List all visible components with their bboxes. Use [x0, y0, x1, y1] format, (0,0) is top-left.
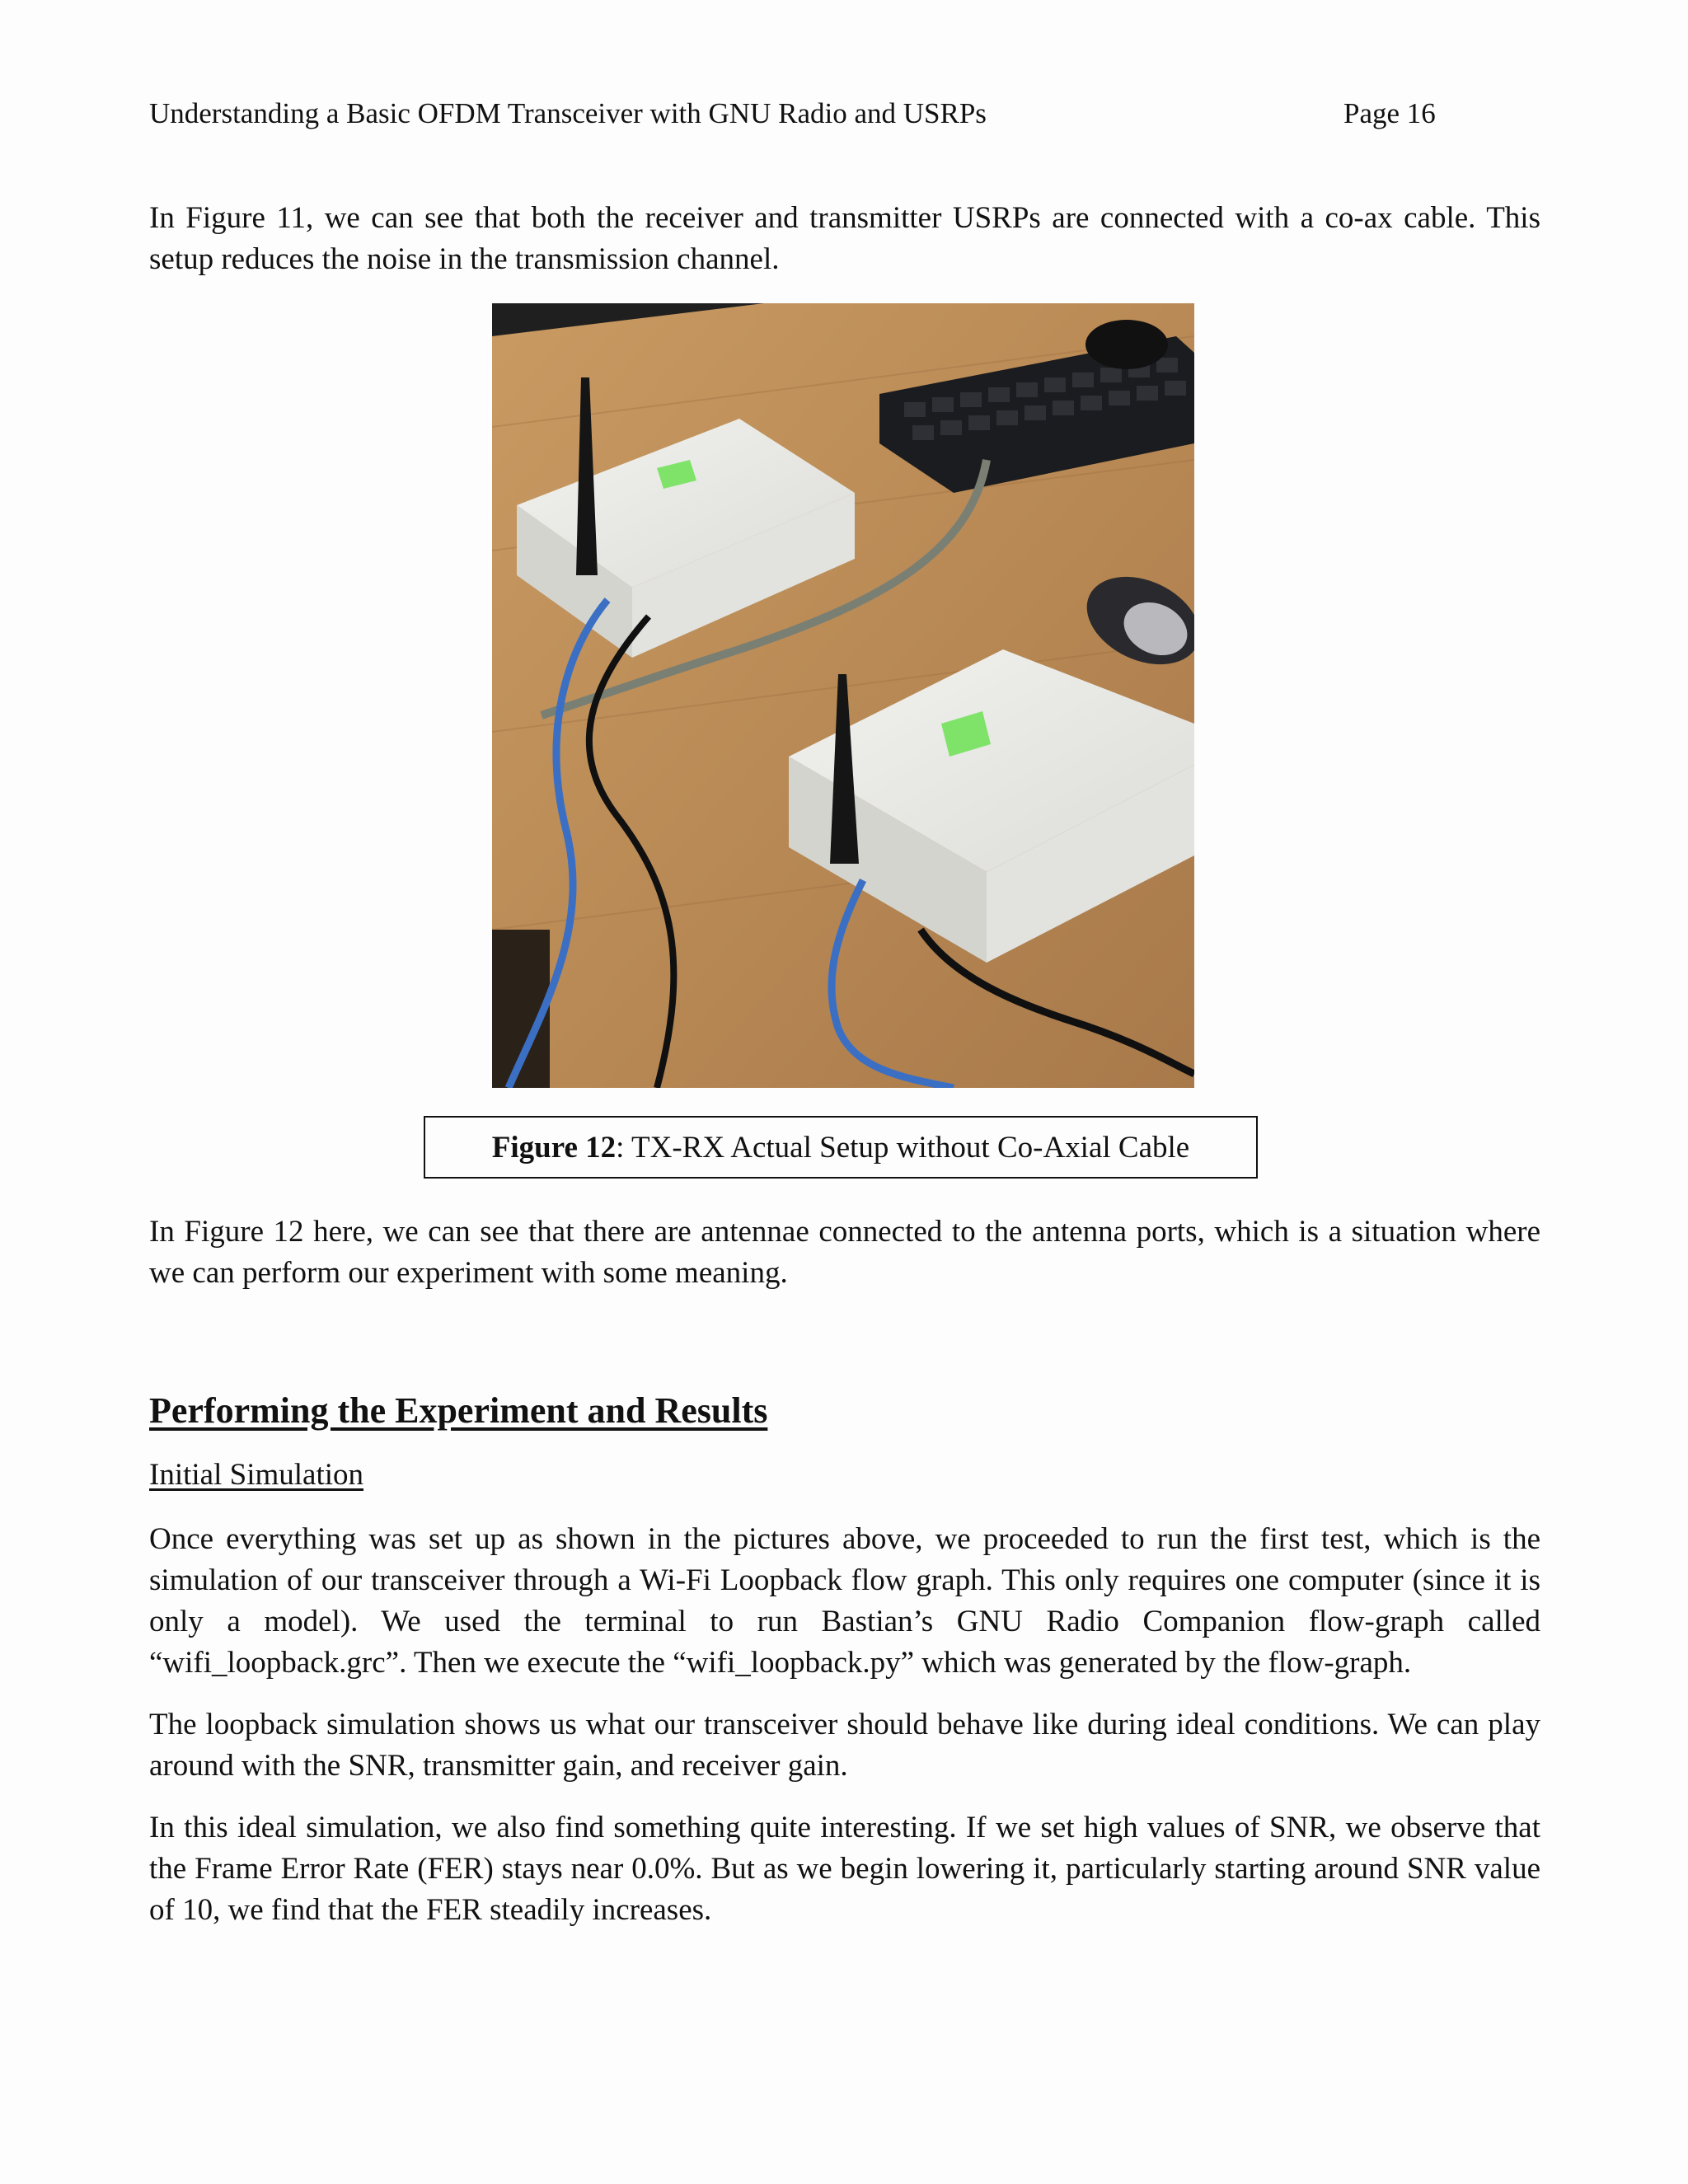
subsection-title: Initial Simulation — [149, 1458, 364, 1492]
paragraph-loopback: The loopback simulation shows us what our transceiver should behave like during ideal conditions. We can play around with the SNR, transmitter gain, and receiver gain. — [149, 1708, 1540, 1783]
paragraph-figure-description: In Figure 12 here, we can see that there are antennae connected to the antenna ports, which is a situation where we can perform our experiment with some meaning. — [149, 1215, 1540, 1290]
running-header-title: Understanding a Basic OFDM Transceiver with GNU Radio and USRPs — [149, 97, 987, 129]
usrp-setup-photo — [492, 303, 1194, 1088]
section-title: Performing the Experiment and Results — [149, 1390, 768, 1431]
figure-photo — [492, 303, 1194, 1088]
page-number: Page 16 — [1343, 97, 1436, 129]
paragraph-fer: In this ideal simulation, we also find something quite interesting. If we set high values of SNR, we observe that the Frame Error Rate (FER) stays near 0.0%. But as we begin lowering it, particularly starting around SNR value of 10, we find that the FER steadily increases. — [149, 1811, 1540, 1927]
paragraph-intro: In Figure 11, we can see that both the receiver and transmitter USRPs are connected with a co-ax cable. This setup reduces the noise in the transmission channel. — [149, 201, 1540, 276]
figure-label: Figure 12 — [491, 1130, 617, 1165]
figure-caption-text: : TX-RX Actual Setup without Co-Axial Cable — [616, 1130, 1190, 1165]
figure-caption — [424, 1116, 1258, 1179]
paragraph-setup: Once everything was set up as shown in the pictures above, we proceeded to run the first test, which is the simulation of our transceiver through a Wi-Fi Loopback flow graph. This only requires one computer (since it is only a model). We used the terminal to run Bastian’s GNU Radio Companion flow-graph called “wifi_loopback.grc”. Then we execute the “wifi_loopback.py” which was generated by the flow-graph. — [149, 1522, 1540, 1680]
